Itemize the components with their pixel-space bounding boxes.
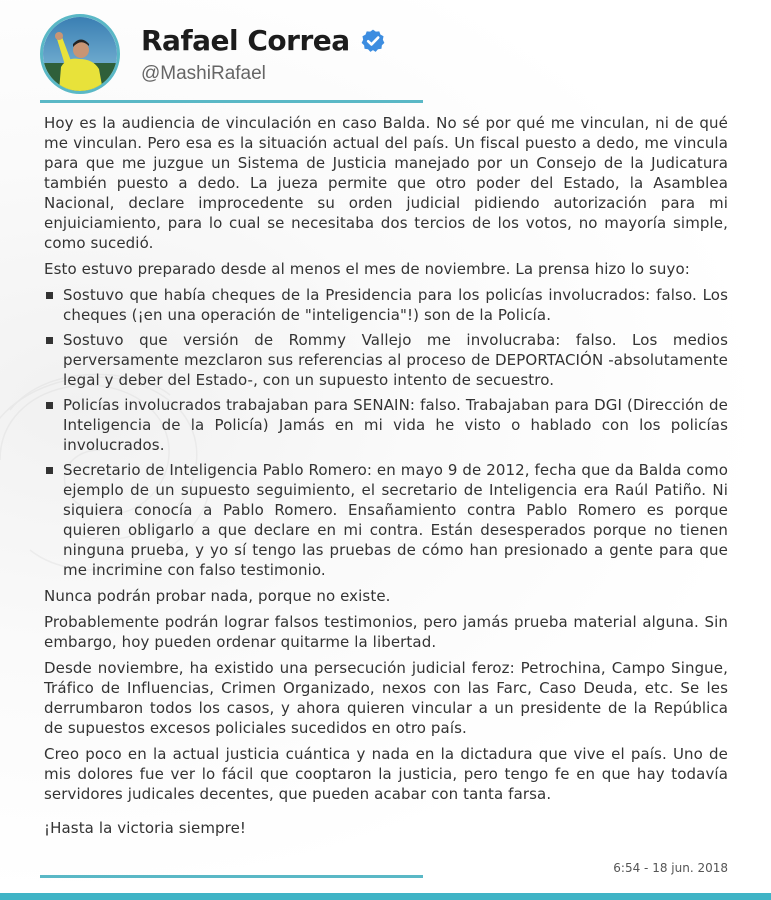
header-divider bbox=[40, 100, 423, 103]
paragraph: Probablemente podrán lograr falsos testimonios, pero jamás prueba material alguna. Sin embargo, hoy pueden ordenar quitarme la libertad. bbox=[44, 613, 728, 651]
list-item-text: Policías involucrados trabajaban para SENAIN: falso. Trabajaban para DGI (Dirección de Inteligencia de la Policía) Jamás en mi vida he visto o hablado con los policías involucrados. bbox=[63, 396, 728, 454]
author-name-row bbox=[141, 24, 386, 57]
paragraph: Hoy es la audiencia de vinculación en caso Balda. No sé por qué me vinculan, ni de qué me vinculan. Pero esa es la situación actual del país. Un fiscal puesto a dedo, me vincula para que me juzgue un Sistema de Justicia manejado por un Consejo de la Judicatura también puesto a dedo. La jueza permite que otro poder del Estado, la Asamblea Nacional, declare improcedente su orden judicial pidiendo autorización para mi enjuiciamiento, para lo cual se necesitaba dos tercios de los votos, no mayoría simple, como sucedió. bbox=[44, 114, 728, 252]
paragraph: Desde noviembre, ha existido una persecución judicial feroz: Petrochina, Campo Singue, Tráfico de Influencias, Crimen Organizado, nexos con las Farc, Caso Deuda, etc. Se les derrumbaron todos los casos, y ahora quieren vincular a un presidente de la República de supuestos excesos policiales sucedidos en otro país. bbox=[44, 659, 728, 737]
paragraph: Nunca podrán probar nada, porque no existe. bbox=[44, 587, 391, 605]
footer-band bbox=[0, 893, 771, 900]
avatar[interactable] bbox=[40, 14, 120, 94]
list-item bbox=[44, 285, 728, 325]
verified-badge-icon bbox=[360, 28, 386, 54]
list-item bbox=[44, 330, 728, 390]
list-item bbox=[44, 395, 728, 455]
profile-photo-icon bbox=[43, 17, 117, 91]
statement-body bbox=[44, 113, 728, 844]
list-item bbox=[44, 460, 728, 580]
bullet-list bbox=[44, 285, 728, 580]
list-item-text: Sostuvo que versión de Rommy Vallejo me involucraba: falso. Los medios perversamente mezclaron sus referencias al proceso de DEPORTACIÓN -absolutamente legal y deber del Estado-, con un supuesto intento de secuestro. bbox=[63, 331, 728, 389]
square-bullet-icon bbox=[46, 337, 53, 344]
list-item-text: Secretario de Inteligencia Pablo Romero: en mayo 9 de 2012, fecha que da Balda como ejemplo de un supuesto seguimiento, el secretario de Inteligencia era Raúl Patiño. Ni siquiera conocía a Pablo Romero. Ensañamiento contra Pablo Romero es porque quieren obligarlo a que declare en mi contra. Están desesperados porque no tienen ninguna prueba, y yo sí tengo las pruebas de cómo han presionado a gente para que me incrimine con falso testimonio. bbox=[63, 461, 728, 579]
post-timestamp[interactable]: 6:54 - 18 jun. 2018 bbox=[613, 861, 728, 875]
paragraph: Creo poco en la actual justicia cuántica y nada en la dictadura que vive el país. Uno de mis dolores fue ver lo fácil que cooptaron la justicia, pero tengo fe en que hay todavía servidores judicales decentes, que pueden acabar con tanta farsa. bbox=[44, 745, 728, 803]
square-bullet-icon bbox=[46, 292, 53, 299]
footer-divider bbox=[40, 875, 423, 878]
square-bullet-icon bbox=[46, 467, 53, 474]
paragraph: Esto estuvo preparado desde al menos el mes de noviembre. La prensa hizo lo suyo: bbox=[44, 260, 690, 278]
list-item-text: Sostuvo que había cheques de la Presidencia para los policías involucrados: falso. Los cheques (¡en una operación de "inteligencia"!) son de la Policía. bbox=[63, 286, 728, 324]
author-handle[interactable]: @MashiRafael bbox=[141, 63, 266, 84]
square-bullet-icon bbox=[46, 402, 53, 409]
author-name[interactable]: Rafael Correa bbox=[141, 24, 350, 57]
closing-line: ¡Hasta la victoria siempre! bbox=[44, 819, 247, 837]
